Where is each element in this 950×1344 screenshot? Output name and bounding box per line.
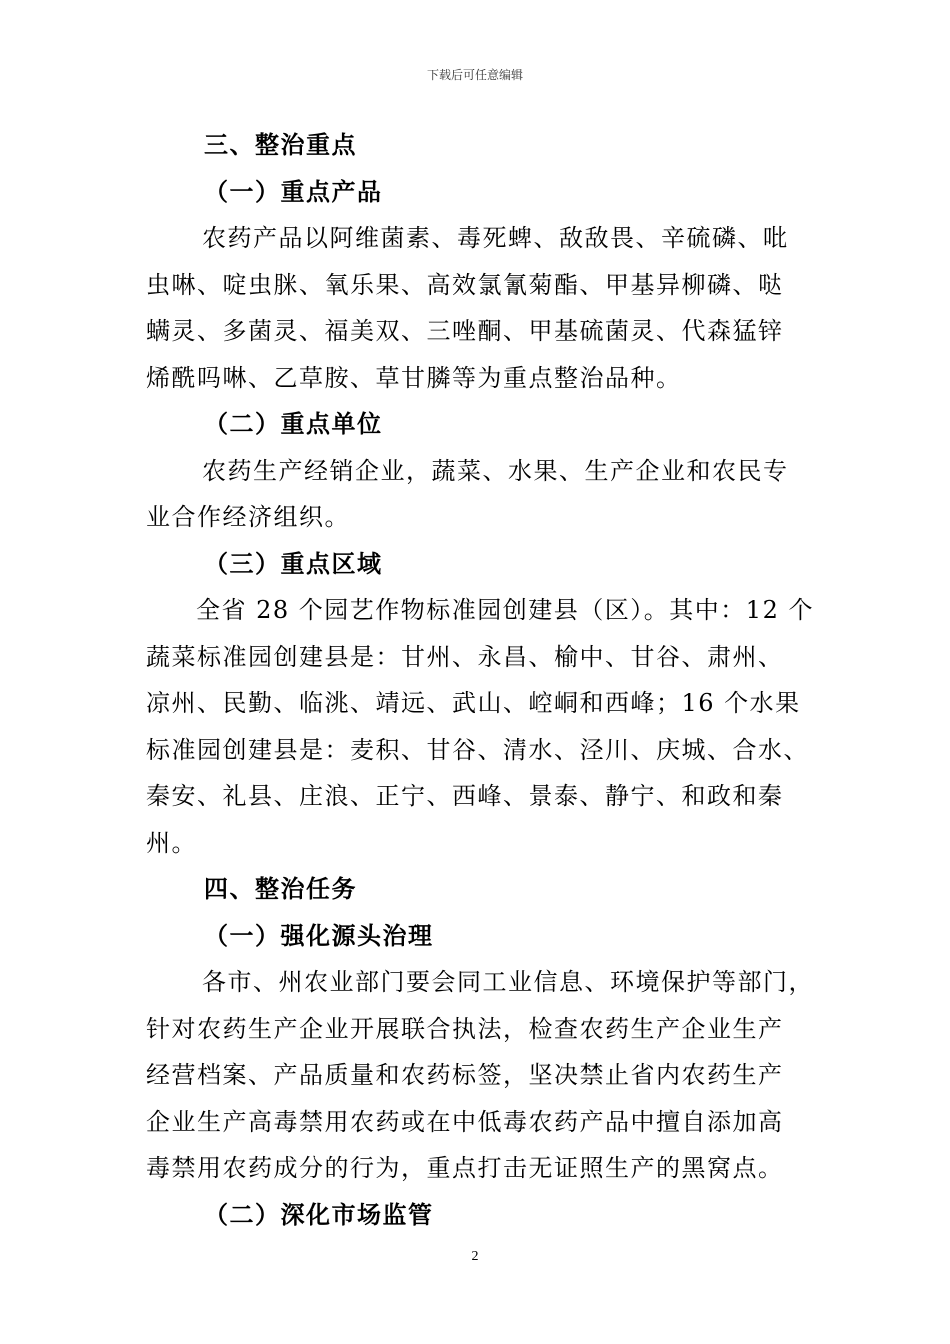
- paragraph-line: 针对农药生产企业开展联合执法，检查农药生产企业生产: [146, 1014, 784, 1043]
- paragraph-line: 州。: [146, 828, 197, 857]
- paragraph-line: 螨灵、多菌灵、福美双、三唑酮、甲基硫菌灵、代森猛锌: [146, 317, 784, 345]
- page-number: 2: [471, 1249, 479, 1264]
- paragraph-line: 蔬菜标准园创建县是：甘州、永昌、榆中、甘谷、肃州、: [146, 642, 784, 671]
- subsection-heading-4-1: （一）强化源头治理: [204, 921, 434, 950]
- paragraph-line: 全省 28 个园艺作物标准园创建县（区）。其中：12 个: [196, 596, 814, 624]
- paragraph-line: 虫啉、啶虫脒、氧乐果、高效氯氰菊酯、甲基异柳磷、哒: [146, 270, 784, 299]
- paragraph-line: 凉州、民勤、临洮、靖远、武山、崆峒和西峰；16 个水果: [146, 689, 801, 717]
- paragraph-line: 烯酰吗啉、乙草胺、草甘膦等为重点整治品种。: [146, 363, 682, 392]
- section-heading-4: 四、整治任务: [204, 875, 357, 903]
- paragraph-line: 各市、州农业部门要会同工业信息、环境保护等部门，: [202, 968, 814, 996]
- paragraph-line: 农药生产经销企业，蔬菜、水果、生产企业和农民专: [202, 456, 789, 485]
- subsection-heading-3-3: （三）重点区域: [204, 549, 383, 578]
- paragraph-line: 标准园创建县是：麦积、甘谷、清水、泾川、庆城、合水、: [146, 735, 809, 764]
- paragraph-line: 经营档案、产品质量和农药标签，坚决禁止省内农药生产: [146, 1061, 784, 1089]
- paragraph-line: 农药产品以阿维菌素、毒死蜱、敌敌畏、辛硫磷、吡: [202, 224, 789, 252]
- subsection-heading-3-2: （二）重点单位: [204, 410, 383, 438]
- page-header-note: 下载后可任意编辑: [426, 68, 523, 82]
- paragraph-line: 秦安、礼县、庄浪、正宁、西峰、景泰、静宁、和政和秦: [146, 782, 784, 810]
- paragraph-line: 企业生产高毒禁用农药或在中低毒农药产品中擅自添加高: [146, 1107, 784, 1136]
- paragraph-line: 毒禁用农药成分的行为，重点打击无证照生产的黑窝点。: [146, 1154, 784, 1182]
- subsection-heading-4-2: （二）深化市场监管: [204, 1200, 434, 1229]
- document-body: [146, 122, 818, 1238]
- section-heading-3: 三、整治重点: [204, 131, 357, 159]
- paragraph-line: 业合作经济组织。: [146, 503, 350, 531]
- subsection-heading-3-1: （一）重点产品: [204, 177, 383, 206]
